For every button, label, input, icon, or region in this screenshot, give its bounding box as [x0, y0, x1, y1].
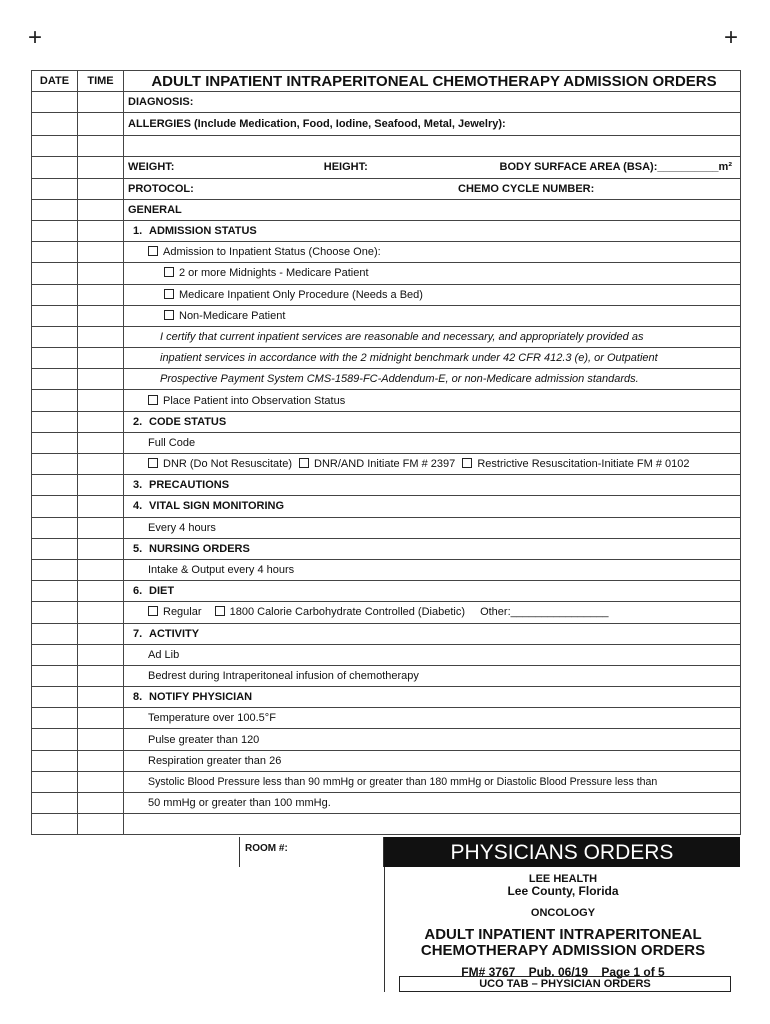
restrictive-option[interactable]: Restrictive Resuscitation-Initiate FM # 0102 [477, 458, 690, 471]
time-cell[interactable] [78, 263, 124, 284]
section-number: 4. [133, 500, 143, 513]
table-row [32, 157, 741, 178]
date-cell[interactable] [32, 92, 78, 113]
time-cell[interactable] [78, 305, 124, 326]
dnr-and-option[interactable]: DNR/AND Initiate FM # 2397 [314, 458, 456, 471]
date-cell[interactable] [32, 136, 78, 157]
diet-options-row [124, 602, 741, 623]
precautions-heading [124, 475, 741, 496]
date-cell[interactable] [32, 771, 78, 792]
inpatient-suboption-1[interactable] [124, 263, 741, 284]
date-cell[interactable] [32, 750, 78, 771]
date-cell[interactable] [32, 623, 78, 644]
date-cell[interactable] [32, 559, 78, 580]
height-field[interactable]: HEIGHT: [323, 161, 368, 174]
table-row [32, 771, 741, 792]
time-cell[interactable] [78, 369, 124, 390]
time-cell[interactable] [78, 113, 124, 136]
crop-mark-right: + [724, 24, 739, 51]
date-cell[interactable] [32, 157, 78, 178]
chemo-cycle-field[interactable]: CHEMO CYCLE NUMBER: [458, 182, 595, 195]
table-row [32, 284, 741, 305]
code-status-heading [124, 411, 741, 432]
form-title-line-1: ADULT INPATIENT INTRAPERITONEAL [424, 926, 702, 943]
section-title: DIET [149, 585, 175, 598]
date-cell[interactable] [32, 199, 78, 220]
date-cell[interactable] [32, 454, 78, 475]
admission-heading [124, 220, 741, 241]
time-cell[interactable] [78, 475, 124, 496]
table-row [32, 263, 741, 284]
bsa-field[interactable]: BODY SURFACE AREA (BSA):__________m² [499, 161, 732, 174]
checkbox-icon[interactable] [164, 310, 174, 320]
time-cell[interactable] [78, 771, 124, 792]
form-title-line-2: CHEMOTHERAPY ADMISSION ORDERS [420, 942, 706, 959]
certification-line-2: inpatient services in accordance with the 2 midnight benchmark under 42 CFR 412.3 (e), or Outpatient [124, 348, 741, 369]
section-number: 8. [133, 691, 143, 704]
time-cell[interactable] [78, 92, 124, 113]
measurements-row [124, 157, 741, 178]
nursing-item: Intake & Output every 4 hours [124, 559, 741, 580]
table-row [32, 199, 741, 220]
vitals-item: Every 4 hours [124, 517, 741, 538]
table-row [32, 390, 741, 411]
time-cell[interactable] [78, 814, 124, 835]
table-row [32, 517, 741, 538]
protocol-field[interactable]: PROTOCOL: [128, 182, 194, 195]
organization-name: LEE HEALTH [528, 873, 598, 885]
notify-item: 50 mmHg or greater than 100 mmHg. [124, 793, 741, 814]
date-cell[interactable] [32, 284, 78, 305]
time-cell[interactable] [78, 559, 124, 580]
date-cell[interactable] [32, 644, 78, 665]
date-cell[interactable] [32, 581, 78, 602]
date-cell[interactable] [32, 708, 78, 729]
department: ONCOLOGY [530, 907, 596, 919]
time-cell[interactable] [78, 348, 124, 369]
certification-line-3: Prospective Payment System CMS-1589-FC-Addendum-E, or non-Medicare admission standards. [124, 369, 741, 390]
table-row [32, 665, 741, 686]
blank-order-line[interactable] [124, 814, 741, 835]
section-number: 2. [133, 415, 143, 428]
checkbox-icon[interactable] [299, 458, 309, 468]
code-options-row [124, 454, 741, 475]
time-cell[interactable] [78, 708, 124, 729]
dnr-option[interactable]: DNR (Do Not Resuscitate) [163, 458, 292, 471]
activity-heading [124, 623, 741, 644]
observation-option[interactable] [124, 390, 741, 411]
option-label: 2 or more Midnights - Medicare Patient [179, 267, 369, 280]
table-row [32, 369, 741, 390]
notify-heading [124, 687, 741, 708]
time-cell[interactable] [78, 496, 124, 517]
certification-line-1: I certify that current inpatient services are reasonable and necessary, and appropriately provided as [124, 326, 741, 347]
organization-location: Lee County, Florida [507, 884, 619, 898]
table-row [32, 432, 741, 453]
checkbox-icon[interactable] [164, 289, 174, 299]
protocol-row [124, 178, 741, 199]
date-cell[interactable] [32, 729, 78, 750]
date-cell[interactable] [32, 665, 78, 686]
time-header: TIME [78, 71, 124, 92]
time-cell[interactable] [78, 538, 124, 559]
vitals-heading [124, 496, 741, 517]
form-title: ADULT INPATIENT INTRAPERITONEAL CHEMOTHERAPY ADMISSION ORDERS [124, 71, 741, 92]
time-cell[interactable] [78, 390, 124, 411]
table-row [32, 496, 741, 517]
checkbox-icon[interactable] [148, 458, 158, 468]
checkbox-icon[interactable] [462, 458, 472, 468]
table-row [32, 581, 741, 602]
time-cell[interactable] [78, 602, 124, 623]
section-number: 1. [133, 225, 143, 238]
date-cell[interactable] [32, 369, 78, 390]
section-title: PRECAUTIONS [149, 479, 230, 492]
table-row [32, 242, 741, 263]
date-cell[interactable] [32, 348, 78, 369]
time-cell[interactable] [78, 623, 124, 644]
nursing-heading [124, 538, 741, 559]
diet-diabetic-option[interactable]: 1800 Calorie Carbohydrate Controlled (Diabetic) [229, 606, 465, 619]
diet-heading [124, 581, 741, 602]
checkbox-icon[interactable] [148, 606, 158, 616]
table-row [32, 220, 741, 241]
time-cell[interactable] [78, 454, 124, 475]
checkbox-icon[interactable] [148, 246, 158, 256]
option-label: Medicare Inpatient Only Procedure (Needs a Bed) [179, 288, 423, 301]
inpatient-option[interactable] [124, 242, 741, 263]
date-cell[interactable] [32, 517, 78, 538]
time-cell[interactable] [78, 517, 124, 538]
form-info [384, 867, 741, 992]
date-cell[interactable] [32, 475, 78, 496]
time-cell[interactable] [78, 644, 124, 665]
section-number: 6. [133, 585, 143, 598]
section-number: 7. [133, 627, 143, 640]
inpatient-suboption-3[interactable] [124, 305, 741, 326]
form-number: FM# 3767 Pub. 06/19 Page 1 of 5 [461, 965, 665, 979]
time-cell[interactable] [78, 432, 124, 453]
option-label: Admission to Inpatient Status (Choose One): [163, 246, 381, 259]
room-number-field[interactable]: ROOM #: [239, 837, 384, 867]
crop-mark-left: + [28, 24, 43, 51]
section-title: CODE STATUS [149, 415, 227, 428]
time-cell[interactable] [78, 157, 124, 178]
table-row [32, 475, 741, 496]
time-cell[interactable] [78, 581, 124, 602]
section-title: ADMISSION STATUS [149, 225, 257, 238]
option-label: Non-Medicare Patient [179, 309, 286, 322]
diet-other-field[interactable]: Other:________________ [480, 606, 609, 619]
footer-block [239, 837, 740, 997]
date-cell[interactable] [32, 538, 78, 559]
time-cell[interactable] [78, 178, 124, 199]
general-heading: GENERAL [124, 199, 741, 220]
time-cell[interactable] [78, 750, 124, 771]
allergies-field[interactable]: ALLERGIES (Include Medication, Food, Iodine, Seafood, Metal, Jewelry): [124, 113, 741, 136]
table-row [32, 92, 741, 113]
notify-item: Systolic Blood Pressure less than 90 mmHg or greater than 180 mmHg or Diastolic Blood Pressure less than [124, 771, 741, 792]
date-cell[interactable] [32, 178, 78, 199]
checkbox-icon[interactable] [215, 606, 225, 616]
date-cell[interactable] [32, 390, 78, 411]
option-label: Place Patient into Observation Status [163, 394, 346, 407]
date-cell[interactable] [32, 687, 78, 708]
header-row [32, 71, 741, 92]
date-cell[interactable] [32, 113, 78, 136]
date-cell[interactable] [32, 432, 78, 453]
time-cell[interactable] [78, 284, 124, 305]
section-title: VITAL SIGN MONITORING [149, 500, 285, 513]
table-row [32, 348, 741, 369]
date-cell[interactable] [32, 411, 78, 432]
date-header: DATE [32, 71, 78, 92]
date-cell[interactable] [32, 793, 78, 814]
tab-label: UCO TAB – PHYSICIAN ORDERS [399, 976, 731, 992]
date-cell[interactable] [32, 242, 78, 263]
diagnosis-field[interactable]: DIAGNOSIS: [124, 92, 741, 113]
date-cell[interactable] [32, 814, 78, 835]
table-row [32, 708, 741, 729]
checkbox-icon[interactable] [148, 395, 158, 405]
allergies-blank-line[interactable] [124, 136, 741, 157]
time-cell[interactable] [78, 411, 124, 432]
checkbox-icon[interactable] [164, 267, 174, 277]
full-code-item: Full Code [124, 432, 741, 453]
section-title: ACTIVITY [149, 627, 200, 640]
table-row [32, 411, 741, 432]
table-row [32, 538, 741, 559]
diet-regular-option[interactable]: Regular [163, 606, 202, 619]
time-cell[interactable] [78, 665, 124, 686]
table-row [32, 454, 741, 475]
table-row [32, 178, 741, 199]
table-row [32, 644, 741, 665]
time-cell[interactable] [78, 793, 124, 814]
weight-field[interactable]: WEIGHT: [128, 161, 175, 174]
date-cell[interactable] [32, 305, 78, 326]
time-cell[interactable] [78, 136, 124, 157]
date-cell[interactable] [32, 220, 78, 241]
section-title: NURSING ORDERS [149, 542, 250, 555]
table-row [32, 602, 741, 623]
notify-item: Temperature over 100.5°F [124, 708, 741, 729]
time-cell[interactable] [78, 326, 124, 347]
time-cell[interactable] [78, 220, 124, 241]
table-row [32, 793, 741, 814]
table-row [32, 136, 741, 157]
notify-item: Respiration greater than 26 [124, 750, 741, 771]
notify-item: Pulse greater than 120 [124, 729, 741, 750]
inpatient-suboption-2[interactable] [124, 284, 741, 305]
table-row [32, 687, 741, 708]
time-cell[interactable] [78, 242, 124, 263]
physicians-orders-banner: PHYSICIANS ORDERS [384, 837, 740, 867]
time-cell[interactable] [78, 687, 124, 708]
table-row [32, 113, 741, 136]
date-cell[interactable] [32, 496, 78, 517]
activity-item: Ad Lib [124, 644, 741, 665]
table-row [32, 326, 741, 347]
table-row [32, 559, 741, 580]
date-cell[interactable] [32, 602, 78, 623]
activity-item: Bedrest during Intraperitoneal infusion of chemotherapy [124, 665, 741, 686]
time-cell[interactable] [78, 729, 124, 750]
table-row [32, 750, 741, 771]
orders-table [31, 70, 741, 835]
section-title: NOTIFY PHYSICIAN [149, 691, 253, 704]
date-cell[interactable] [32, 263, 78, 284]
table-row [32, 305, 741, 326]
table-row [32, 729, 741, 750]
section-number: 3. [133, 479, 143, 492]
date-cell[interactable] [32, 326, 78, 347]
section-number: 5. [133, 542, 143, 555]
table-row [32, 814, 741, 835]
time-cell[interactable] [78, 199, 124, 220]
table-row [32, 623, 741, 644]
